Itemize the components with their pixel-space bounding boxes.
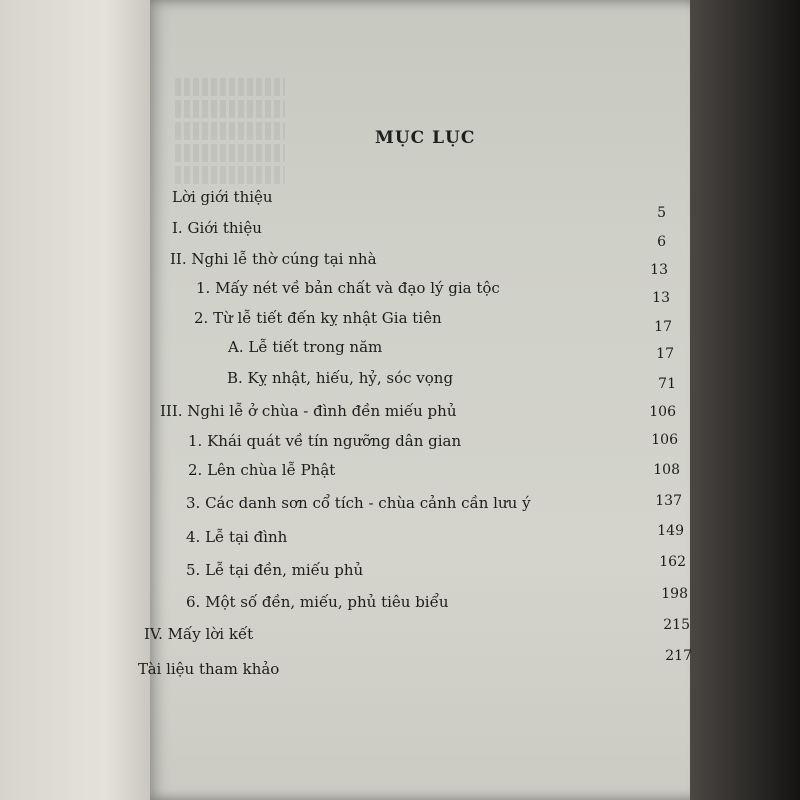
toc-entry-page: 217 [665, 648, 692, 664]
toc-entry-label: III. Nghi lễ ở chùa - đình đền miếu phủ [160, 402, 457, 420]
toc-entry-page: 17 [654, 319, 672, 335]
toc-entry-page: 106 [651, 432, 678, 448]
toc-entry-label: 2. Từ lễ tiết đến kỵ nhật Gia tiên [194, 309, 442, 327]
toc-entry-label: 1. Khái quát về tín ngưỡng dân gian [188, 432, 462, 450]
toc-entry-page: 5 [657, 205, 666, 221]
toc-entry-page: 13 [652, 290, 670, 306]
toc-entry-label: II. Nghi lễ thờ cúng tại nhà [170, 250, 377, 268]
facing-page-edge [0, 0, 150, 800]
toc-entry-label: I. Giới thiệu [172, 219, 262, 237]
toc-entry-label: IV. Mấy lời kết [144, 625, 254, 643]
toc-entry-page: 108 [653, 462, 680, 478]
toc-entry-label: 2. Lên chùa lễ Phật [188, 461, 336, 479]
toc-entry-page: 162 [659, 554, 686, 570]
toc-entry-page: 71 [658, 376, 676, 392]
toc-entry-page: 13 [650, 262, 668, 278]
toc-entry-page: 137 [655, 493, 682, 509]
toc-entry-page: 6 [657, 234, 666, 250]
toc-entry-label: 6. Một số đền, miếu, phủ tiêu biểu [186, 593, 449, 611]
toc-entry-page: 149 [657, 523, 684, 539]
toc-entry-page: 17 [656, 346, 674, 362]
toc-entry-label: 3. Các danh sơn cổ tích - chùa cảnh cần lưu ý [186, 494, 531, 512]
toc-entry-label: B. Kỵ nhật, hiếu, hỷ, sóc vọng [227, 369, 454, 387]
toc-entry-label: 4. Lễ tại đình [186, 528, 288, 546]
toc-title: MỤC LỤC [375, 128, 476, 148]
background-shadow [690, 0, 800, 800]
toc-entry-page: 106 [649, 404, 676, 420]
toc-entry-page: 215 [663, 617, 690, 633]
toc-entry-label: Tài liệu tham khảo [138, 660, 280, 678]
toc-entry-label: 5. Lễ tại đền, miếu phủ [186, 561, 364, 579]
toc-entry-label: A. Lễ tiết trong năm [228, 338, 383, 356]
toc-entry-label: Lời giới thiệu [172, 188, 273, 206]
toc-entry-page: 198 [661, 586, 688, 602]
toc-entry-label: 1. Mấy nét về bản chất và đạo lý gia tộc [196, 279, 500, 297]
